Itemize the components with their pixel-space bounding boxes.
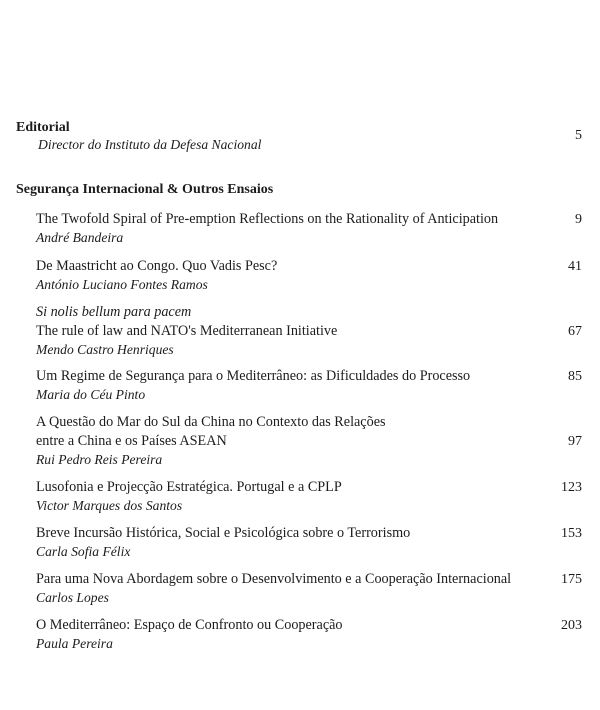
entry-author: Carla Sofia Félix bbox=[36, 544, 131, 559]
entry-page-number: 41 bbox=[568, 259, 582, 274]
entry-author: Victor Marques dos Santos bbox=[36, 498, 183, 513]
entry-page-number: 123 bbox=[561, 480, 582, 495]
entry-author: Maria do Céu Pinto bbox=[36, 387, 146, 402]
entry-title: Breve Incursão Histórica, Social e Psicológica sobre o Terrorismo bbox=[36, 525, 411, 541]
entry-title: The Twofold Spiral of Pre-emption Reflections on the Rationality of Anticipation bbox=[36, 211, 499, 227]
entry-page-number: 67 bbox=[568, 324, 582, 339]
toc-entry bbox=[36, 524, 582, 560]
entry-title: De Maastricht ao Congo. Quo Vadis Pesc? bbox=[36, 258, 278, 274]
entry-page-number: 9 bbox=[575, 212, 582, 227]
entry-page-number: 97 bbox=[568, 434, 582, 449]
editorial-heading: Editorial bbox=[16, 120, 70, 135]
entry-author: Paula Pereira bbox=[36, 636, 113, 651]
entry-page-number: 85 bbox=[568, 369, 582, 384]
entry-title: Um Regime de Segurança para o Mediterrâneo: as Dificuldades do Processo bbox=[36, 368, 471, 384]
toc-entry bbox=[36, 303, 582, 358]
entry-author: Rui Pedro Reis Pereira bbox=[36, 452, 163, 467]
toc-entry bbox=[36, 570, 582, 606]
section-heading: Segurança Internacional & Outros Ensaios bbox=[16, 182, 274, 197]
toc-entry bbox=[36, 616, 582, 652]
toc-entry bbox=[36, 478, 582, 514]
editorial-page-number: 5 bbox=[575, 128, 582, 143]
entry-author: André Bandeira bbox=[36, 230, 124, 245]
toc-entry bbox=[36, 367, 582, 403]
entry-page-number: 203 bbox=[561, 618, 582, 633]
entry-title: The rule of law and NATO's Mediterranean Initiative bbox=[36, 323, 338, 339]
entry-author: Mendo Castro Henriques bbox=[36, 342, 174, 357]
entry-title-line-1: A Questão do Mar do Sul da China no Contexto das Relações bbox=[36, 414, 386, 430]
entry-title: Lusofonia e Projecção Estratégica. Portugal e a CPLP bbox=[36, 479, 342, 495]
entry-title: O Mediterrâneo: Espaço de Confronto ou Cooperação bbox=[36, 617, 343, 633]
toc-entry bbox=[36, 413, 582, 468]
entry-page-number: 175 bbox=[561, 572, 582, 587]
editorial-subtitle: Director do Instituto da Defesa Nacional bbox=[38, 137, 262, 152]
toc-entry-editorial bbox=[16, 120, 582, 153]
entry-title: Para uma Nova Abordagem sobre o Desenvolvimento e a Cooperação Internacional bbox=[36, 571, 512, 587]
entry-page-number: 153 bbox=[561, 526, 582, 541]
entry-author: Carlos Lopes bbox=[36, 590, 109, 605]
entry-epigraph: Si nolis bellum para pacem bbox=[36, 304, 192, 320]
toc-entry bbox=[36, 210, 582, 246]
toc-entry bbox=[36, 257, 582, 293]
entry-title-line-2: entre a China e os Países ASEAN bbox=[36, 433, 227, 449]
entry-author: António Luciano Fontes Ramos bbox=[36, 277, 208, 292]
